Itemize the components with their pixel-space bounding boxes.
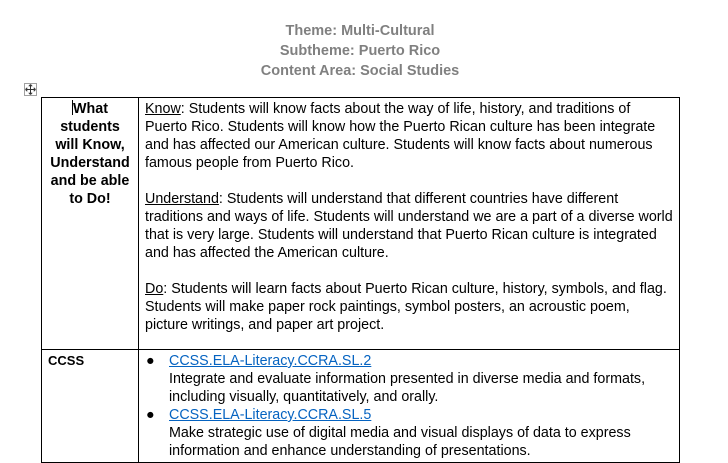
table-row-objectives: [42, 98, 680, 350]
standard-description: Make strategic use of digital media and visual displays of data to express information and enhance understanding of presentations.: [169, 425, 631, 459]
understand-keyword: Understand: [145, 191, 219, 207]
do-text: : Students will learn facts about Puerto Rican culture, history, symbols, and flag. Students will make paper rock paintings, symbol posters, an acroustic poem, picture writings, and paper art project.: [145, 281, 667, 333]
understand-text: : Students will understand that different countries have different traditions and ways of life. Students will understand we are a part of a diverse world that is very large. Students will understand that Puerto Rican culture is integrated and has affected the American culture.: [145, 191, 673, 261]
theme-heading: Theme: Multi-Cultural: [285, 23, 435, 39]
objectives-content-cell[interactable]: [139, 98, 680, 350]
bullet-icon: ●: [146, 353, 155, 369]
ccss-label-cell[interactable]: [42, 350, 139, 463]
standard-link-sl2[interactable]: CCSS.ELA-Literacy.CCRA.SL.2: [169, 353, 372, 369]
objectives-label-cell[interactable]: [42, 98, 139, 350]
objectives-label: What students will Know, Understand and be able to Do!: [50, 101, 130, 207]
bullet-icon: ●: [146, 407, 155, 423]
ccss-label: CCSS: [48, 353, 85, 368]
know-paragraph: [145, 100, 673, 172]
ccss-content-cell[interactable]: [139, 350, 680, 463]
document-header: [0, 21, 720, 81]
understand-paragraph: [145, 190, 673, 262]
table-move-handle-icon[interactable]: [24, 83, 37, 96]
standard-description: Integrate and evaluate information presented in diverse media and formats, including visually, quantitatively, and orally.: [169, 371, 646, 405]
know-text: : Students will know facts about the way of life, history, and traditions of Puerto Rico. Students will know how the Puerto Rican culture has been integrate and has affected our American culture. Students will know facts about numerous famous people from Puerto Rico.: [145, 101, 656, 171]
know-keyword: Know: [145, 101, 181, 117]
standard-item: [146, 352, 673, 406]
standards-list: [145, 352, 673, 460]
standard-item: [146, 406, 673, 460]
lesson-plan-table: [41, 97, 680, 463]
do-keyword: Do: [145, 281, 164, 297]
subtheme-heading: Subtheme: Puerto Rico: [279, 43, 441, 59]
do-paragraph: [145, 280, 673, 334]
table-row-ccss: [42, 350, 680, 463]
content-area-heading: Content Area: Social Studies: [260, 63, 460, 79]
standard-link-sl5[interactable]: CCSS.ELA-Literacy.CCRA.SL.5: [169, 407, 372, 423]
